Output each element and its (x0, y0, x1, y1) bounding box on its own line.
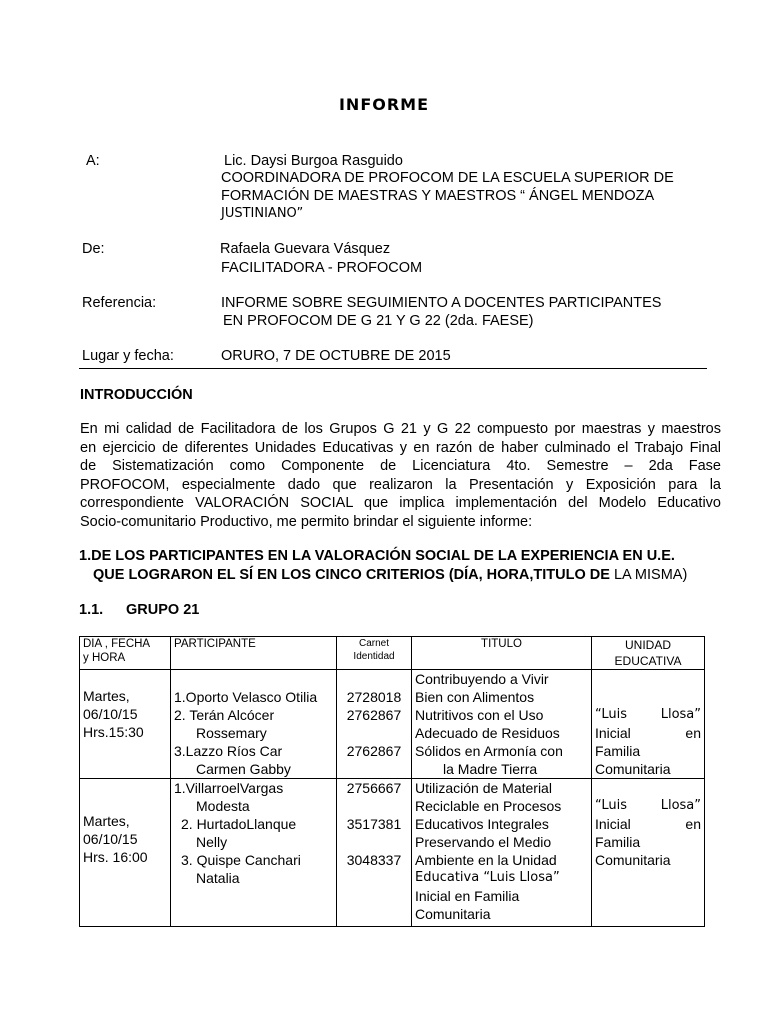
section-1-normal-text: LA MISMA) (609, 567, 688, 583)
place-date-value: ORURO, 7 DE OCTUBRE DE 2015 (221, 348, 451, 364)
cell-text: Ambiente en la Unidad (415, 852, 557, 868)
intro-line: en ejercicio de diferentes Unidades Educativas y en razón de haber culminado el Trabajo Final (80, 439, 721, 456)
from-line-1: Rafaela Guevara Vásquez (220, 241, 391, 257)
document-title: INFORME (338, 95, 430, 114)
section-1-heading-cont (93, 566, 687, 584)
row-2-participantes (171, 779, 337, 927)
intro-paragraph (80, 420, 721, 531)
cell-text: Martes, (83, 813, 130, 829)
cell-text: 2762867 (346, 743, 402, 759)
cell-text: 2762867 (346, 707, 402, 723)
header-unidad (592, 637, 705, 670)
header-text: EDUCATIVA (614, 654, 682, 668)
header-carnet (337, 637, 412, 670)
subsection-number: 1.1. (79, 602, 104, 618)
cell-text: Inicial en (595, 725, 701, 741)
row-2-carnets (337, 779, 412, 927)
table-row (80, 779, 705, 927)
header-divider (79, 368, 707, 369)
cell-text: 2. Terán Alcócer (174, 707, 275, 723)
to-line-2: COORDINADORA DE PROFOCOM DE LA ESCUELA SUPERIOR DE (221, 170, 674, 186)
row-1-carnets (337, 670, 412, 779)
cell-text: “Luis Llosa” (595, 798, 701, 813)
cell-text: Familia (595, 834, 641, 850)
cell-text: Inicial en (595, 816, 701, 832)
header-text: Identidad (353, 651, 395, 662)
section-1-heading: 1.DE LOS PARTICIPANTES EN LA VALORACIÓN SOCIAL DE LA EXPERIENCIA EN U.E. (79, 548, 675, 564)
participants-table (79, 636, 705, 927)
intro-line: correspondiente VALORACIÓN SOCIAL que implica implementación del Modelo Educativo (80, 495, 721, 511)
intro-line: En mi calidad de Facilitadora de los Grupos G 21 y G 22 compuesto por maestras y maestros (80, 421, 721, 437)
cell-text: Rossemary (196, 725, 267, 741)
section-1-bold-text: QUE LOGRARON EL SÍ EN LOS CINCO CRITERIOS (DÍA, HORA,TITULO DE (93, 567, 610, 583)
to-line-1: Lic. Daysi Burgoa Rasguido (224, 153, 403, 169)
cell-text: Hrs.15:30 (83, 724, 144, 740)
cell-text: 2. HurtadoLlanque (181, 816, 297, 832)
to-line-4: JUSTINIANO” (221, 206, 304, 221)
row-2-unidad (592, 779, 705, 927)
header-text: DIA , FECHA (83, 638, 151, 650)
cell-text: Bien con Alimentos (415, 689, 535, 705)
cell-text: Adecuado de Residuos (415, 725, 560, 741)
cell-text: Preservando el Medio (415, 834, 552, 850)
cell-text: Martes, (83, 688, 130, 704)
header-titulo (412, 637, 592, 670)
to-label: A: (86, 153, 100, 169)
header-dia (80, 637, 171, 670)
place-date-label: Lugar y fecha: (82, 348, 174, 364)
cell-text: Sólidos en Armonía con (415, 743, 563, 759)
cell-text: Familia (595, 743, 641, 759)
table-header-row (80, 637, 705, 670)
cell-text: Carmen Gabby (196, 761, 291, 777)
cell-text: 3.Lazzo Ríos Car (174, 743, 283, 759)
cell-text: Reciclable en Procesos (415, 798, 562, 814)
header-text: Carnet (358, 638, 389, 649)
to-line-3: FORMACIÓN DE MAESTRAS Y MAESTROS “ ÁNGEL MENDOZA (221, 188, 655, 204)
from-label: De: (82, 241, 105, 257)
header-participante (171, 637, 337, 670)
cell-text: Comunitaria (415, 906, 491, 922)
cell-text: Comunitaria (595, 852, 671, 868)
reference-label: Referencia: (82, 295, 157, 311)
intro-line: Socio-comunitario Productivo, me permito brindar el siguiente informe: (80, 513, 533, 530)
intro-line: PROFOCOM, especialmente dado que realizaron la Presentación y Exposición para la (80, 476, 721, 493)
cell-text: 06/10/15 (83, 706, 138, 722)
row-2-titulo (412, 779, 592, 927)
reference-line-1: INFORME SOBRE SEGUIMIENTO A DOCENTES PARTICIPANTES (221, 295, 662, 311)
row-1-participantes (171, 670, 337, 779)
cell-text: la Madre Tierra (443, 761, 538, 777)
intro-line: de Sistematización como Componente de Licenciatura 4to. Semestre – 2da Fase (80, 458, 721, 474)
cell-text: “Luis Llosa” (595, 707, 701, 722)
cell-text: Utilización de Material (415, 780, 552, 796)
cell-text: Educativa “Luis Llosa” (415, 870, 560, 885)
cell-text: Nelly (196, 834, 228, 850)
header-text: y HORA (83, 652, 126, 664)
cell-text: Comunitaria (595, 761, 671, 777)
table-row (80, 670, 705, 779)
cell-text: Contribuyendo a Vivir (415, 671, 549, 687)
cell-text: 3517381 (346, 816, 402, 832)
cell-text: Hrs. 16:00 (83, 849, 148, 865)
cell-text: 2728018 (346, 689, 402, 705)
cell-text: 1.Oporto Velasco Otilia (174, 689, 318, 705)
cell-text (340, 724, 408, 742)
subsection-title: GRUPO 21 (126, 602, 200, 618)
cell-text: 06/10/15 (83, 831, 138, 847)
cell-text: Natalia (196, 870, 240, 886)
row-1-dia (80, 670, 171, 779)
from-line-2: FACILITADORA - PROFOCOM (221, 260, 423, 276)
reference-line-2: EN PROFOCOM DE G 21 Y G 22 (2da. FAESE) (223, 313, 534, 329)
cell-text: 1.VillarroelVargas (174, 780, 284, 796)
cell-text: 2756667 (346, 780, 402, 796)
header-text: UNIDAD (624, 638, 671, 652)
row-2-dia (80, 779, 171, 927)
row-1-unidad (592, 670, 705, 779)
header-text: PARTICIPANTE (174, 638, 256, 650)
cell-text: Nutritivos con el Uso (415, 707, 544, 723)
cell-text: Modesta (196, 798, 250, 814)
cell-text: 3. Quispe Canchari (181, 852, 301, 868)
intro-heading: INTRODUCCIÓN (80, 387, 193, 403)
header-text: TITULO (481, 638, 522, 650)
cell-text: Educativos Integrales (415, 816, 549, 832)
cell-text: Inicial en Familia (415, 888, 520, 904)
cell-text: 3048337 (346, 852, 402, 868)
row-1-titulo (412, 670, 592, 779)
